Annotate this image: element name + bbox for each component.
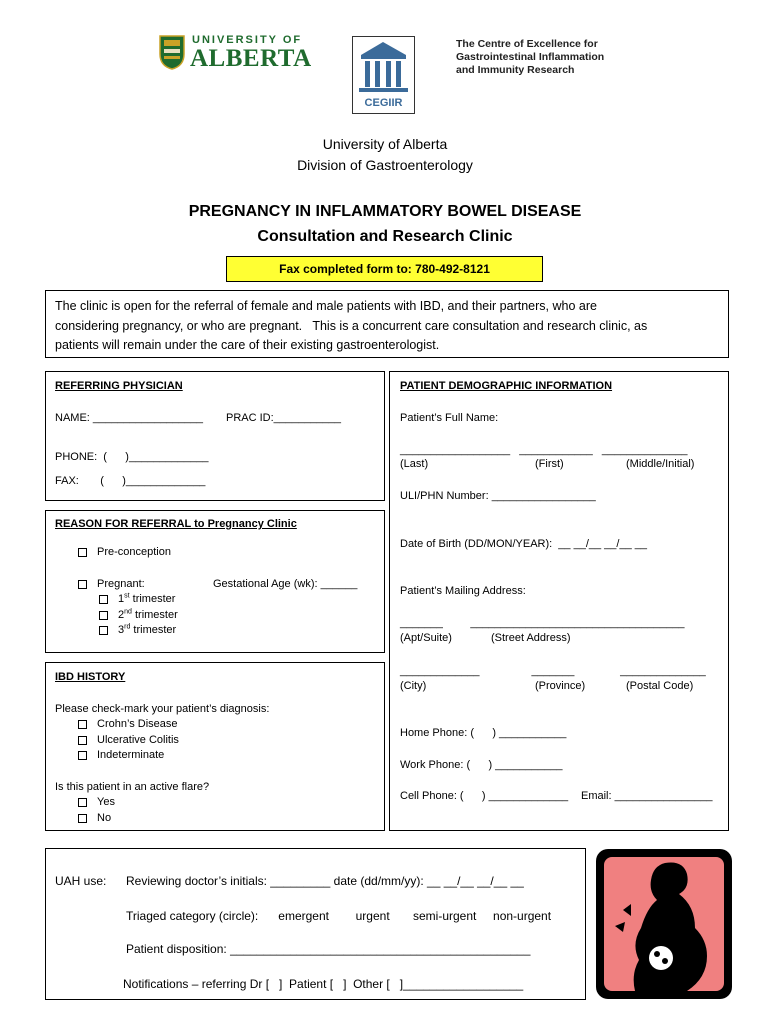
trimester-1-label: trimester (129, 593, 176, 605)
flare-no-option[interactable] (78, 812, 111, 825)
checkbox-icon[interactable] (99, 611, 108, 620)
demographic-heading: PATIENT DEMOGRAPHIC INFORMATION (400, 380, 613, 392)
checkbox-icon[interactable] (78, 736, 87, 745)
home-phone-field[interactable]: Home Phone: ( ) ___________ (400, 727, 567, 739)
gestational-age-field[interactable]: Gestational Age (wk): ______ (213, 578, 358, 590)
trimester-1-option[interactable] (99, 593, 175, 606)
intro-line2: considering pregnancy, or who are pregnant. This is a concurrent care consultation and research clinic, as (55, 318, 648, 333)
ua-logo-line2: ALBERTA (190, 45, 312, 72)
crohns-label: Crohn’s Disease (97, 718, 178, 730)
physician-name-field[interactable]: NAME: __________________ (55, 412, 204, 424)
trimester-3-option[interactable] (99, 624, 176, 637)
checkbox-icon[interactable] (78, 548, 87, 557)
patient-name-fields[interactable]: __________________ ____________ ______________ (400, 444, 688, 456)
address-line-fields[interactable]: _______ ___________________________________ (400, 617, 685, 629)
intro-line1: The clinic is open for the referral of female and male patients with IBD, and their partners, who are (55, 299, 597, 313)
trimester-2-option[interactable] (99, 609, 178, 622)
intro-line3: patients will remain under the care of their existing gastroenterologist. (55, 338, 440, 352)
cegiir-label: CEGIIR (364, 97, 403, 109)
postal-code-caption: (Postal Code) (626, 680, 694, 692)
ua-crest-icon (158, 34, 186, 70)
diagnosis-prompt: Please check-mark your patient’s diagnosis: (55, 703, 270, 715)
uah-use-label: UAH use: (55, 874, 107, 888)
trimester-2-label: trimester (131, 609, 178, 621)
middle-name-caption: (Middle/Initial) (626, 458, 695, 470)
preconception-option[interactable] (78, 546, 171, 559)
full-name-label: Patient’s Full Name: (400, 412, 499, 424)
first-name-caption: (First) (535, 458, 564, 470)
centre-line2: Gastrointestinal Inflammation (456, 51, 605, 63)
building-icon (353, 37, 414, 97)
city-line-fields[interactable]: _____________ _______ ______________ (400, 665, 706, 677)
province-caption: (Province) (535, 680, 586, 692)
checkbox-icon[interactable] (99, 595, 108, 604)
page-subtitle: Consultation and Research Clinic (257, 228, 513, 245)
flare-no-label: No (97, 812, 112, 824)
checkbox-icon[interactable] (78, 751, 87, 760)
cegiir-logo (352, 36, 415, 114)
reason-heading: REASON FOR REFERRAL to Pregnancy Clinic (55, 518, 297, 530)
pregnant-option[interactable] (78, 578, 145, 591)
trimester-1-number: 1 (118, 593, 125, 605)
ulcerative-colitis-label: Ulcerative Colitis (97, 734, 179, 746)
university-of-alberta-logo (158, 34, 312, 72)
triaged-category-field[interactable]: Triaged category (circle): emergent urgent semi-urgent non-urgent (126, 909, 552, 923)
ulcerative-colitis-option[interactable] (78, 734, 179, 747)
division-name: Division of Gastroenterology (297, 157, 473, 173)
ua-logo-line1: UNIVERSITY OF (192, 34, 303, 46)
last-name-caption: (Last) (400, 458, 429, 470)
physician-fax-field[interactable]: FAX: ( )_____________ (55, 475, 206, 487)
ibd-heading: IBD HISTORY (55, 671, 126, 683)
pregnant-woman-icon (595, 848, 733, 1000)
trimester-2-suffix: nd (124, 608, 132, 616)
checkbox-icon[interactable] (78, 720, 87, 729)
flare-yes-label: Yes (97, 796, 115, 808)
patient-disposition-field[interactable]: Patient disposition: _____________________________________________ (126, 942, 531, 956)
trimester-3-suffix: rd (124, 623, 131, 631)
reviewing-doctor-field[interactable]: Reviewing doctor’s initials: _________ date (dd/mm/yy): __ __/__ __/__ __ (126, 874, 524, 888)
centre-line3: and Immunity Research (456, 64, 575, 76)
physician-phone-field[interactable]: PHONE: ( )_____________ (55, 451, 209, 463)
centre-name (456, 38, 604, 77)
fax-banner: Fax completed form to: 780-492-8121 (226, 256, 543, 282)
pregnant-label: Pregnant: (97, 578, 145, 590)
checkbox-icon[interactable] (99, 626, 108, 635)
institution-name: University of Alberta (322, 136, 448, 152)
flare-question: Is this patient in an active flare? (55, 781, 210, 793)
cell-phone-field[interactable]: Cell Phone: ( ) _____________ (400, 790, 569, 802)
flare-yes-option[interactable] (78, 796, 115, 809)
intro-box (45, 290, 729, 358)
apt-suite-caption: (Apt/Suite) (400, 632, 452, 644)
crohns-option[interactable] (78, 718, 178, 731)
mailing-address-label: Patient’s Mailing Address: (400, 585, 526, 597)
prac-id-field[interactable]: PRAC ID:___________ (226, 412, 341, 424)
page-title: PREGNANCY IN INFLAMMATORY BOWEL DISEASE (188, 203, 582, 220)
trimester-3-number: 3 (118, 624, 125, 636)
checkbox-icon[interactable] (78, 814, 87, 823)
checkbox-icon[interactable] (78, 798, 87, 807)
email-field[interactable]: Email: ________________ (581, 790, 713, 802)
trimester-2-number: 2 (118, 609, 125, 621)
centre-line1: The Centre of Excellence for (456, 38, 598, 50)
trimester-3-label: trimester (130, 624, 177, 636)
uli-phn-field[interactable]: ULI/PHN Number: _________________ (400, 490, 596, 502)
preconception-label: Pre-conception (97, 546, 171, 558)
notifications-field[interactable]: Notifications – referring Dr [ ] Patient [ ] Other [ ]__________________ (123, 977, 524, 991)
checkbox-icon[interactable] (78, 580, 87, 589)
referring-heading: REFERRING PHYSICIAN (55, 380, 183, 392)
date-of-birth-field[interactable]: Date of Birth (DD/MON/YEAR): __ __/__ __/__ __ (400, 538, 648, 550)
street-address-caption: (Street Address) (491, 632, 571, 644)
trimester-1-suffix: st (124, 592, 130, 600)
work-phone-field[interactable]: Work Phone: ( ) ___________ (400, 759, 563, 771)
indeterminate-label: Indeterminate (97, 749, 165, 761)
indeterminate-option[interactable] (78, 749, 164, 762)
city-caption: (City) (400, 680, 427, 692)
